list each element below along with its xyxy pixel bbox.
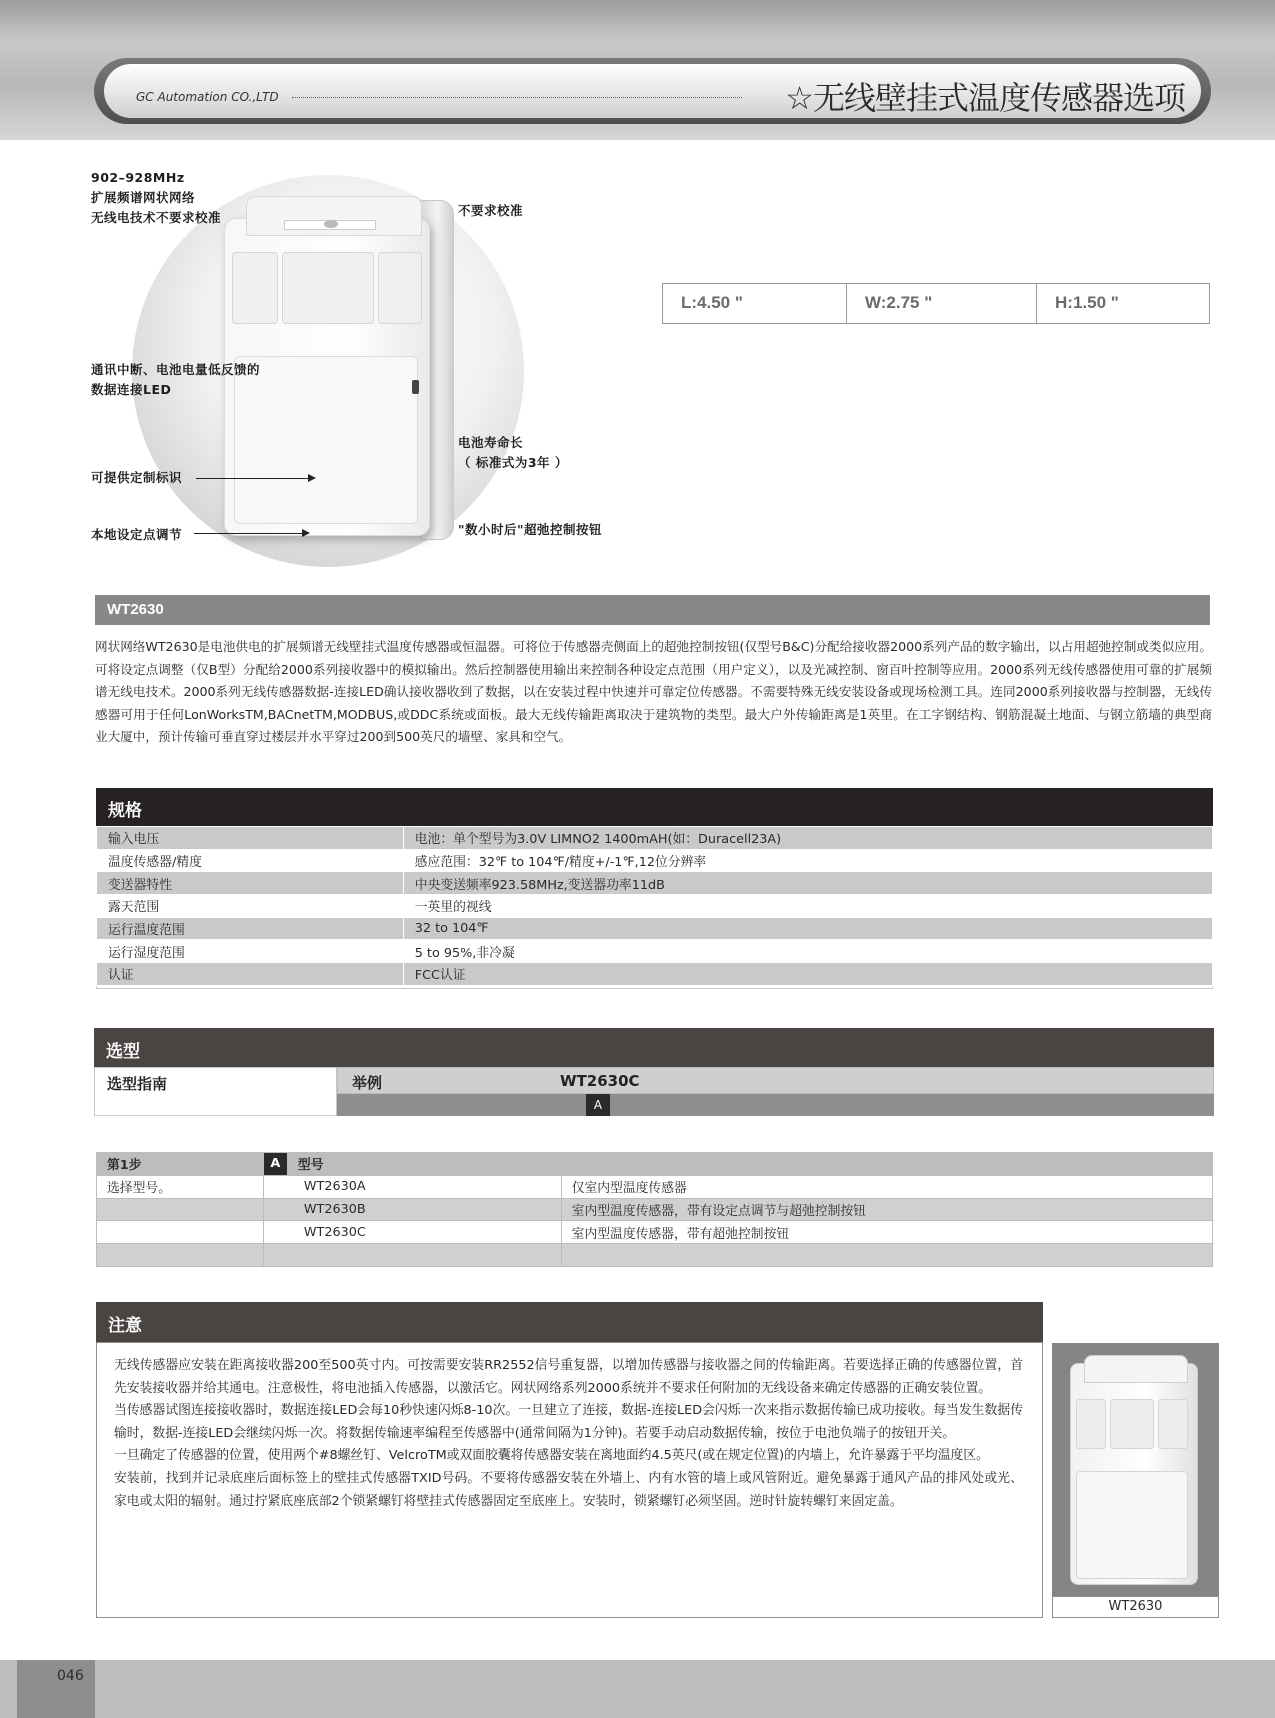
spec-heading-bar xyxy=(96,788,1213,826)
company-name: GC Automation CO.,LTD xyxy=(136,90,279,104)
callout-battery-line1: 电池寿命长 xyxy=(458,435,524,450)
model-code: WT2630A xyxy=(263,1175,561,1198)
model-heading: WT2630 xyxy=(107,601,164,618)
position-a-marker: A xyxy=(586,1094,610,1116)
model-column-header: 型号 xyxy=(287,1153,1212,1176)
arrow-setpoint xyxy=(194,533,308,534)
product-description: 网状网络WT2630是电池供电的扩展频谱无线壁挂式温度传感器或恒温器。可将位于传感器壳侧面上的超弛控制按钮(仅型号B&C)分配给接收器2000系列产品的数字输出，以占用超弛控制或类似应用。可将设定点调整（仅B型）分配给2000系列接收器中的模拟输出。然后控制器使用输出来控制各种设定点范围（用户定义），以及光减控制、窗百叶控制等应用。2000系列无线传感器使用可靠的扩展频谱无线电技术。2000系列无线传感器数据-连接LED确认接收器收到了数据，以在安装过程中快速并可靠定位传感器。不需要特殊无线安装设备或现场检测工具。连同2000系列接收器与控制器，无线传感器可用于任何LonWorksTM,BACnetTM,MODBUS,或DDC系统或面板。最大无线传输距离取决于建筑物的类型。最大户外传输距离是1英里。在工字钢结构、钢筋混凝土地面、与钢立筋墙的典型商业大厦中，预计传输可垂直穿过楼层并水平穿过200到500英尺的墙壁、家具和空气。 xyxy=(95,639,1212,744)
callout-led-line1: 通讯中断、电池电量低反馈的 xyxy=(91,362,261,377)
table-row xyxy=(97,1244,1213,1267)
footer-bar xyxy=(0,1660,1275,1718)
sensor-led xyxy=(324,220,338,228)
table-row xyxy=(97,849,1213,872)
callout-freq-line: 902–928MHz xyxy=(91,170,185,185)
table-header-row xyxy=(97,1153,1213,1176)
spec-label: 温度传感器/精度 xyxy=(97,849,404,872)
page-number-block xyxy=(17,1660,95,1718)
callout-led-line2: 数据连接LED xyxy=(91,382,172,397)
selection-guide-cell xyxy=(94,1067,337,1116)
note-paragraph: 无线传感器应安装在距离接收器200至500英寸内。可按需要安装RR2552信号重复器，以增加传感器与接收器之间的传输距离。若要选择正确的传感器位置，首先安装接收器并给其通电。注意极性，将电池插入传感器，以激活它。网状网络系列2000系统并不要求任何附加的无线设备来确定传感器的正确安装位置。 xyxy=(114,1358,1023,1396)
selection-position-row xyxy=(337,1094,1214,1116)
callout-setpoint: 本地设定点调节 xyxy=(91,527,183,542)
spec-value: 一英里的视线 xyxy=(403,895,1212,918)
selection-heading-bar xyxy=(94,1028,1214,1067)
thumb-button-middle xyxy=(1110,1399,1154,1449)
thumb-front-panel xyxy=(1076,1471,1188,1579)
model-code: WT2630C xyxy=(263,1221,561,1244)
table-row xyxy=(97,940,1213,963)
thumbnail-caption: WT2630 xyxy=(1052,1596,1219,1618)
sensor-thumbnail-image xyxy=(1052,1343,1219,1596)
dimension-width: W:2.75 " xyxy=(847,284,1037,323)
table-row xyxy=(97,895,1213,918)
callout-frequency xyxy=(91,168,221,228)
table-row xyxy=(97,1221,1213,1244)
selection-heading: 选型 xyxy=(106,1042,140,1062)
spec-label: 变送器特性 xyxy=(97,872,404,895)
table-row xyxy=(97,827,1213,850)
model-description: 仅室内型温度传感器 xyxy=(561,1175,1212,1198)
header-dotted-leader xyxy=(292,97,742,98)
model-description: 室内型温度传感器，带有设定点调节与超弛控制按钮 xyxy=(561,1198,1212,1221)
spec-label: 运行温度范围 xyxy=(97,917,404,940)
table-row xyxy=(97,1175,1213,1198)
spec-value: 5 to 95%,非冷凝 xyxy=(403,940,1212,963)
callout-battery-line2: （ 标准式为3年 ） xyxy=(458,455,568,470)
table-row xyxy=(97,917,1213,940)
model-description: 室内型温度传感器，带有超弛控制按钮 xyxy=(561,1221,1212,1244)
spec-label: 输入电压 xyxy=(97,827,404,850)
spec-table xyxy=(96,826,1213,986)
sensor-button-left xyxy=(232,252,278,324)
dimensions-table xyxy=(662,283,1210,324)
spec-value: 中央变送频率923.58MHz,变送器功率11dB xyxy=(403,872,1212,895)
note-paragraph: 当传感器试图连接接收器时，数据连接LED会每10秒快速闪烁8-10次。一旦建立了连接，数据-连接LED会闪烁一次来指示数据传输已成功接收。每当发生数据传输时，数据-连接LED会继续闪烁一次。将数据传输速率编程至传感器中(通常间隔为1分钟)。若要手动启动数据传输，按位于电池负端子的按钮开关。 xyxy=(114,1403,1023,1441)
callout-no-calibration: 不要求校准 xyxy=(458,203,524,218)
callout-custom-label: 可提供定制标识 xyxy=(91,470,183,485)
thumb-sensor-top xyxy=(1084,1355,1188,1383)
callout-battery xyxy=(458,433,568,473)
note-heading: 注意 xyxy=(108,1316,142,1336)
thumb-button-left xyxy=(1076,1399,1106,1449)
table-row xyxy=(97,1198,1213,1221)
dimension-length: L:4.50 " xyxy=(663,284,847,323)
sensor-override-button xyxy=(412,380,419,394)
table-row xyxy=(97,872,1213,895)
spec-value: 32 to 104℉ xyxy=(403,917,1212,940)
model-selection-table xyxy=(96,1152,1213,1267)
spec-value: 感应范围：32℉ to 104℉/精度+/-1℉,12位分辨率 xyxy=(403,849,1212,872)
spec-value: FCC认证 xyxy=(403,963,1212,986)
selection-example-row xyxy=(337,1067,1214,1094)
model-heading-bar xyxy=(95,595,1210,625)
selection-guide-label: 选型指南 xyxy=(107,1075,168,1093)
callout-override: "数小时后"超弛控制按钮 xyxy=(458,522,603,537)
sensor-button-right xyxy=(378,252,422,324)
page-number: 046 xyxy=(57,1668,84,1684)
step-instruction: 选择型号。 xyxy=(97,1175,264,1198)
page-title: ☆无线壁挂式温度传感器选项 xyxy=(785,79,1185,117)
callout-spread-line: 扩展频谱网状网络 xyxy=(91,190,196,205)
spec-value: 电池：单个型号为3.0V LIMNO2 1400mAH(如：Duracell23A) xyxy=(403,827,1212,850)
sensor-front-panel xyxy=(234,356,418,524)
note-paragraph: 安装前，找到并记录底座后面标签上的壁挂式传感器TXID号码。不要将传感器安装在外墙上、内有水管的墙上或风管附近。避免暴露于通风产品的排风处或光、家电或太阳的辐射。通过拧紧底座底部2个锁紧螺钉将壁挂式传感器固定至底座上。安装时，锁紧螺钉必须坚固。逆时针旋转螺钉来固定盖。 xyxy=(114,1470,1023,1509)
note-heading-bar xyxy=(96,1302,1043,1342)
table-row xyxy=(97,963,1213,986)
example-value: WT2630C xyxy=(560,1072,640,1090)
thumb-button-right xyxy=(1158,1399,1188,1449)
example-label: 举例 xyxy=(352,1074,383,1092)
spec-label: 运行湿度范围 xyxy=(97,940,404,963)
note-paragraph: 一旦确定了传感器的位置，使用两个#8螺丝钉、VelcroTM或双面胶囊将传感器安装在离地面约4.5英尺(或在规定位置)的内墙上，允许暴露于平均温度区。 xyxy=(114,1448,989,1464)
spec-heading: 规格 xyxy=(108,801,142,821)
sensor-top xyxy=(246,196,422,236)
spec-label: 露天范围 xyxy=(97,895,404,918)
callout-led xyxy=(91,360,260,400)
step-position-a: A xyxy=(263,1153,287,1176)
step-label: 第1步 xyxy=(97,1153,264,1176)
model-code: WT2630B xyxy=(263,1198,561,1221)
dimension-height: H:1.50 " xyxy=(1055,293,1119,312)
spec-label: 认证 xyxy=(97,963,404,986)
callout-wireless-line: 无线电技术不要求校准 xyxy=(91,210,222,225)
arrow-custom-label xyxy=(196,478,314,479)
sensor-button-middle xyxy=(282,252,374,324)
note-text xyxy=(114,1355,1023,1513)
